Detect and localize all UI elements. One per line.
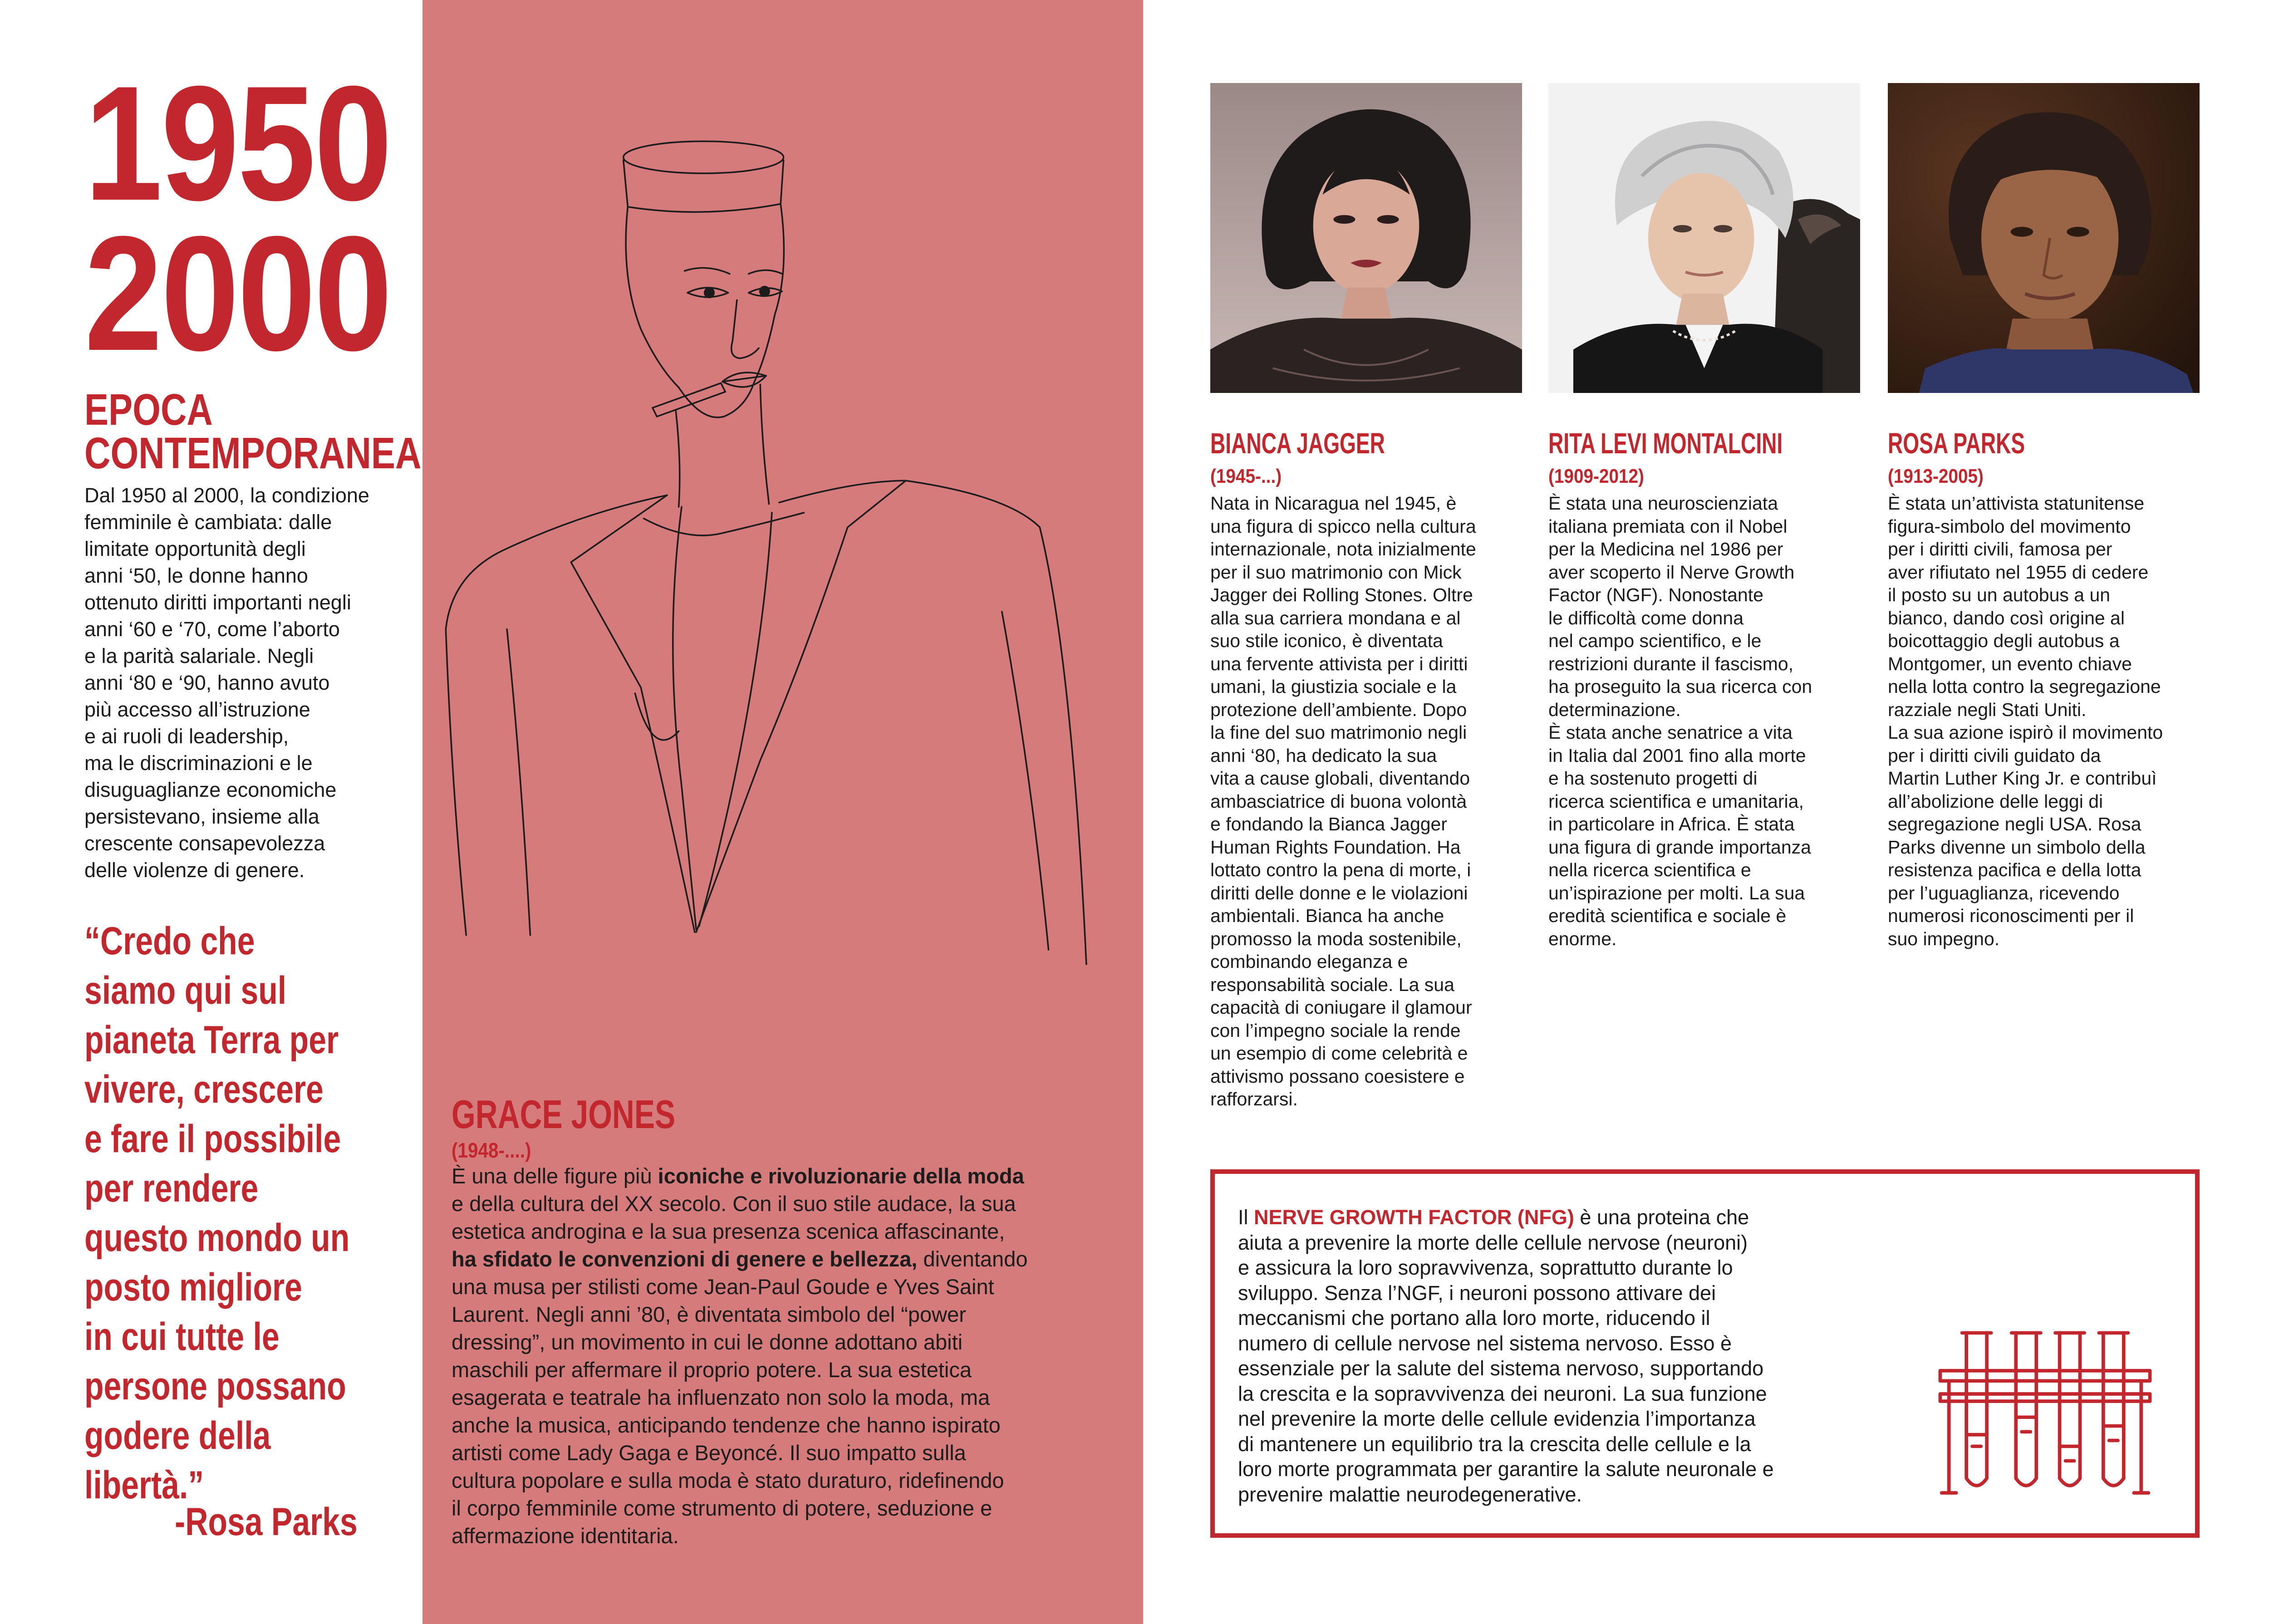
text-line: diritti delle donne e le violazioni: [1210, 882, 1468, 903]
text-line: alla sua carriera mondana e al: [1210, 607, 1461, 628]
section-title-contemporanea: CONTEMPORANEA: [84, 428, 422, 478]
text-line: in particolare in Africa. È stata: [1548, 814, 1795, 834]
text-line: anni ‘80 e ‘90, hanno avuto: [84, 671, 330, 694]
text-line: aver scoperto il Nerve Growth: [1548, 561, 1795, 583]
text-line: rafforzarsi.: [1210, 1089, 1298, 1109]
text-segment: affermazione identitaria.: [452, 1524, 679, 1548]
text-line: ricerca scientifica e umanitaria,: [1548, 790, 1804, 812]
text-line: lottato contro la pena di morte, i: [1210, 859, 1471, 880]
text-line: Human Rights Foundation. Ha: [1210, 836, 1461, 858]
text-line: e fondando la Bianca Jagger: [1210, 814, 1448, 834]
text-segment: dressing”, un movimento in cui le donne adottano abiti: [452, 1330, 963, 1354]
text-line: femminile è cambiata: dalle: [84, 510, 332, 534]
text-segment: maschili per affermare il proprio potere. La sua estetica: [452, 1358, 972, 1382]
text-line: Dal 1950 al 2000, la condizione: [84, 484, 369, 507]
text-line: [452, 1439, 1027, 1467]
text-segment: sviluppo. Senza l’NGF, i neuroni possono attivare dei: [1238, 1281, 1716, 1305]
text-line: numerosi riconoscimenti per il: [1888, 905, 2134, 926]
text-segment: anche la musica, anticipando tendenze che hanno ispirato: [452, 1413, 1001, 1437]
text-line: una figura di spicco nella cultura: [1210, 515, 1476, 537]
text-line: “Credo che: [84, 919, 255, 963]
text-line: resistenza pacifica e della lotta: [1888, 859, 2141, 880]
text-line: più accesso all’istruzione: [84, 698, 310, 721]
text-line: [1238, 1356, 1774, 1381]
text-line: segregazione negli USA. Rosa: [1888, 814, 2141, 834]
text-line: questo mondo un: [84, 1216, 350, 1260]
text-segment: Laurent. Negli anni ’80, è diventata simbolo del “power: [452, 1302, 966, 1326]
year-end-text: 2000: [84, 202, 391, 385]
text-line: bianco, dando così origine al: [1888, 607, 2125, 628]
text-line: [452, 1217, 1027, 1245]
text-line: Nata in Nicaragua nel 1945, è: [1210, 493, 1457, 514]
text-line: Factor (NGF). Nonostante: [1548, 584, 1763, 605]
bianca-jagger-photo: [1210, 83, 1522, 393]
year-end: [84, 202, 441, 385]
text-line: in cui tutte le: [84, 1315, 280, 1359]
grace-jones-dates-text: (1948-....): [452, 1138, 531, 1162]
text-line: protezione dell’ambiente. Dopo: [1210, 699, 1467, 720]
test-tubes-icon: [1937, 1330, 2153, 1500]
text-line: godere della: [84, 1414, 271, 1457]
text-line: [1238, 1457, 1774, 1482]
section-title-epoca: EPOCA: [84, 385, 213, 434]
text-line: vivere, crescere: [84, 1068, 324, 1111]
text-line: e ai ruoli di leadership,: [84, 725, 289, 748]
text-line: persistevano, insieme alla: [84, 805, 319, 828]
text-segment: artisti come Lady Gaga e Beyoncé. Il suo impatto sulla: [452, 1441, 966, 1465]
text-line: restrizioni durante il fascismo,: [1548, 653, 1794, 674]
text-line: [452, 1190, 1027, 1217]
text-line: internazionale, nota inizialmente: [1210, 539, 1476, 559]
rosa-parks-name-text: ROSA PARKS: [1888, 427, 2025, 460]
text-segment: meccanismi che portano alla loro morte, riducendo il: [1238, 1306, 1710, 1330]
text-line: [1238, 1482, 1774, 1507]
text-segment: estetica androgina e la sua presenza scenica affascinante,: [452, 1219, 1005, 1243]
text-line: promosso la moda sostenibile,: [1210, 928, 1462, 949]
text-segment: È una delle figure più: [452, 1164, 658, 1188]
text-line: le difficoltà come donna: [1548, 607, 1744, 628]
text-segment: è una proteina che: [1574, 1206, 1749, 1229]
text-line: disuguaglianze economiche: [84, 778, 337, 801]
text-line: delle violenze di genere.: [84, 859, 305, 882]
text-line: razziale negli Stati Uniti.: [1888, 699, 2087, 720]
text-line: in Italia dal 2001 fino alla morte: [1548, 745, 1806, 766]
text-line: siamo qui sul: [84, 969, 287, 1012]
text-line: [1238, 1205, 1774, 1230]
text-line: Martin Luther King Jr. e contribuì: [1888, 768, 2157, 789]
text-line: posto migliore: [84, 1266, 302, 1309]
text-line: con l’impegno sociale la rende: [1210, 1020, 1461, 1041]
text-line: [452, 1467, 1027, 1494]
text-segment: Il: [1238, 1206, 1254, 1229]
text-line: crescente consapevolezza: [84, 832, 325, 855]
text-line: anni ‘50, le donne hanno: [84, 564, 308, 587]
text-line: [1238, 1331, 1774, 1356]
text-line: È stata una neuroscienziata: [1548, 493, 1778, 514]
text-line: Parks divenne un simbolo della: [1888, 836, 2146, 858]
text-line: [1238, 1255, 1774, 1281]
text-line: vita a cause globali, diventando: [1210, 768, 1470, 789]
text-segment: e assicura la loro sopravvivenza, soprattutto durante lo: [1238, 1256, 1733, 1279]
text-segment: la crescita e la sopravvivenza dei neuroni. La sua funzione: [1238, 1382, 1767, 1405]
text-line: [452, 1245, 1027, 1273]
text-line: per l’uguaglianza, ricevendo: [1888, 882, 2120, 903]
text-line: [1238, 1305, 1774, 1331]
text-line: [452, 1300, 1027, 1328]
grace-jones-name: [452, 1092, 742, 1137]
text-line: figura-simbolo del movimento: [1888, 515, 2131, 537]
rosa-parks-dates: [1888, 466, 1997, 486]
text-line: Jagger dei Rolling Stones. Oltre: [1210, 584, 1473, 605]
bianca-jagger-name: [1210, 429, 1453, 458]
rita-levi-montalcini-bio: [1548, 492, 1812, 950]
text-segment: cultura popolare e sulla moda è stato duraturo, ridefinendo: [452, 1468, 1004, 1492]
grace-jones-name-text: GRACE JONES: [452, 1092, 676, 1137]
text-line: anni ‘60 e ‘70, come l’aborto: [84, 618, 340, 641]
rita-levi-montalcini-name-text: RITA LEVI MONTALCINI: [1548, 427, 1783, 460]
rita-levi-montalcini-photo: [1548, 83, 1860, 393]
text-line: determinazione.: [1548, 699, 1681, 720]
text-line: nella ricerca scientifica e: [1548, 859, 1751, 880]
text-line: La sua azione ispirò il movimento: [1888, 722, 2163, 743]
text-line: persone possano: [84, 1364, 346, 1408]
text-line: e la parità salariale. Negli: [84, 644, 314, 667]
text-segment: di mantenere un equilibrio tra la crescita delle cellule e la: [1238, 1432, 1751, 1456]
rita-levi-montalcini-dates-text: (1909-2012): [1548, 465, 1644, 487]
text-line: per i diritti civili, famosa per: [1888, 539, 2112, 559]
grace-jones-dates: [452, 1140, 542, 1161]
text-line: [452, 1162, 1027, 1190]
text-line: [1238, 1281, 1774, 1306]
rosa-parks-dates-text: (1913-2005): [1888, 465, 1984, 487]
text-line: limitate opportunità degli: [84, 537, 306, 560]
text-line: ambasciatrice di buona volontà: [1210, 790, 1467, 812]
text-line: la fine del suo matrimonio negli: [1210, 722, 1467, 743]
text-line: un esempio di come celebrità e: [1210, 1043, 1468, 1064]
bianca-jagger-bio: [1210, 492, 1476, 1111]
text-line: e ha sostenuto progetti di: [1548, 768, 1758, 789]
text-line: [1238, 1230, 1774, 1256]
section-title-line1: [84, 385, 241, 434]
text-line: Montgomer, un evento chiave: [1888, 653, 2132, 674]
text-line: boicottaggio degli autobus a: [1888, 630, 2120, 651]
text-line: un’ispirazione per molti. La sua: [1548, 882, 1805, 903]
text-line: [452, 1328, 1027, 1356]
text-line: [452, 1411, 1027, 1439]
text-segment: aiuta a prevenire la morte delle cellule nervose (neuroni): [1238, 1231, 1748, 1254]
text-line: ottenuto diritti importanti negli: [84, 591, 351, 614]
text-segment: il corpo femminile come strumento di potere, seduzione e: [452, 1496, 992, 1520]
quote-author-text: -Rosa Parks: [175, 1500, 358, 1544]
text-line: all’abolizione delle leggi di: [1888, 790, 2103, 812]
text-line: aver rifiutato nel 1955 di cedere: [1888, 561, 2149, 583]
text-line: anni ‘80, ha dedicato la sua: [1210, 745, 1437, 766]
highlighted-text: NERVE GROWTH FACTOR (NFG): [1254, 1206, 1574, 1229]
text-line: italiana premiata con il Nobel: [1548, 515, 1788, 537]
text-line: pianeta Terra per: [84, 1018, 339, 1062]
text-line: umani, la giustizia sociale e la: [1210, 676, 1457, 697]
text-line: nella lotta contro la segregazione: [1888, 676, 2161, 697]
text-line: È stata anche senatrice a vita: [1548, 722, 1793, 743]
text-line: È stata un’attivista statunitense: [1888, 493, 2145, 514]
grace-jones-bio: [452, 1162, 1027, 1550]
year-start-text: 1950: [84, 52, 391, 235]
text-segment: loro morte programmata per garantire la salute neuronale e: [1238, 1457, 1774, 1481]
text-line: [1238, 1381, 1774, 1407]
text-line: enorme.: [1548, 928, 1617, 949]
text-segment: prevenire malattie neurodegenerative.: [1238, 1482, 1582, 1506]
text-line: eredità scientifica e sociale è: [1548, 905, 1787, 926]
text-segment: nel prevenire la morte delle cellule evidenzia l’importanza: [1238, 1407, 1756, 1430]
text-line: per il suo matrimonio con Mick: [1210, 561, 1462, 583]
text-line: per i diritti civili guidato da: [1888, 745, 2101, 766]
text-line: [1238, 1432, 1774, 1457]
text-line: combinando eleganza e: [1210, 951, 1408, 972]
text-line: responsabilità sociale. La sua: [1210, 974, 1454, 995]
text-line: e fare il possibile: [84, 1117, 341, 1161]
text-line: libertà.”: [84, 1463, 204, 1507]
text-line: [452, 1356, 1027, 1384]
bianca-jagger-dates: [1210, 466, 1292, 486]
text-segment: essenziale per la salute del sistema nervoso, supportando: [1238, 1357, 1764, 1380]
rosa-parks-name: [1888, 429, 2078, 458]
intro-paragraph: [84, 482, 369, 883]
text-line: [452, 1522, 1027, 1550]
text-line: attivismo possano coesistere e: [1210, 1065, 1465, 1087]
text-line: capacità di coniugare il glamour: [1210, 997, 1472, 1018]
text-line: [452, 1384, 1027, 1411]
ngf-info-text: [1238, 1205, 1774, 1507]
text-segment: esagerata e teatrale ha influenzato non solo la moda, ma: [452, 1385, 990, 1409]
text-line: nel campo scientifico, e le: [1548, 630, 1762, 651]
text-line: ma le discriminazioni e le: [84, 751, 313, 775]
quote-author: [175, 1497, 400, 1547]
bold-text: ha sfidato le convenzioni di genere e bellezza,: [452, 1247, 918, 1271]
text-line: per rendere: [84, 1167, 259, 1210]
text-line: una fervente attivista per i diritti: [1210, 653, 1468, 674]
text-line: una figura di grande importanza: [1548, 836, 1811, 858]
text-segment: numero di cellule nervose nel sistema nervoso. Esso è: [1238, 1331, 1732, 1355]
bold-text: iconiche e rivoluzionarie della moda: [658, 1164, 1024, 1188]
rita-levi-montalcini-name: [1548, 429, 1874, 458]
text-line: il posto su un autobus a un: [1888, 584, 2111, 605]
bianca-jagger-dates-text: (1945-...): [1210, 465, 1282, 487]
text-line: per la Medicina nel 1986 per: [1548, 539, 1783, 559]
text-line: [452, 1273, 1027, 1300]
text-line: [1238, 1406, 1774, 1432]
text-segment: una musa per stilisti come Jean-Paul Goude e Yves Saint: [452, 1275, 994, 1299]
rosa-parks-quote: [84, 917, 412, 1510]
bianca-jagger-name-text: BIANCA JAGGER: [1210, 427, 1385, 460]
text-segment: diventando: [917, 1247, 1028, 1271]
text-segment: e della cultura del XX secolo. Con il suo stile audace, la sua: [452, 1192, 1016, 1216]
text-line: ha proseguito la sua ricerca con: [1548, 676, 1812, 697]
text-line: ambientali. Bianca ha anche: [1210, 905, 1444, 926]
rosa-parks-photo: [1888, 83, 2200, 393]
rita-levi-montalcini-dates: [1548, 466, 1657, 486]
text-line: suo stile iconico, è diventata: [1210, 630, 1443, 651]
text-line: [452, 1494, 1027, 1522]
year-start: [84, 52, 441, 235]
rosa-parks-bio: [1888, 492, 2163, 950]
text-line: suo impegno.: [1888, 928, 2000, 949]
